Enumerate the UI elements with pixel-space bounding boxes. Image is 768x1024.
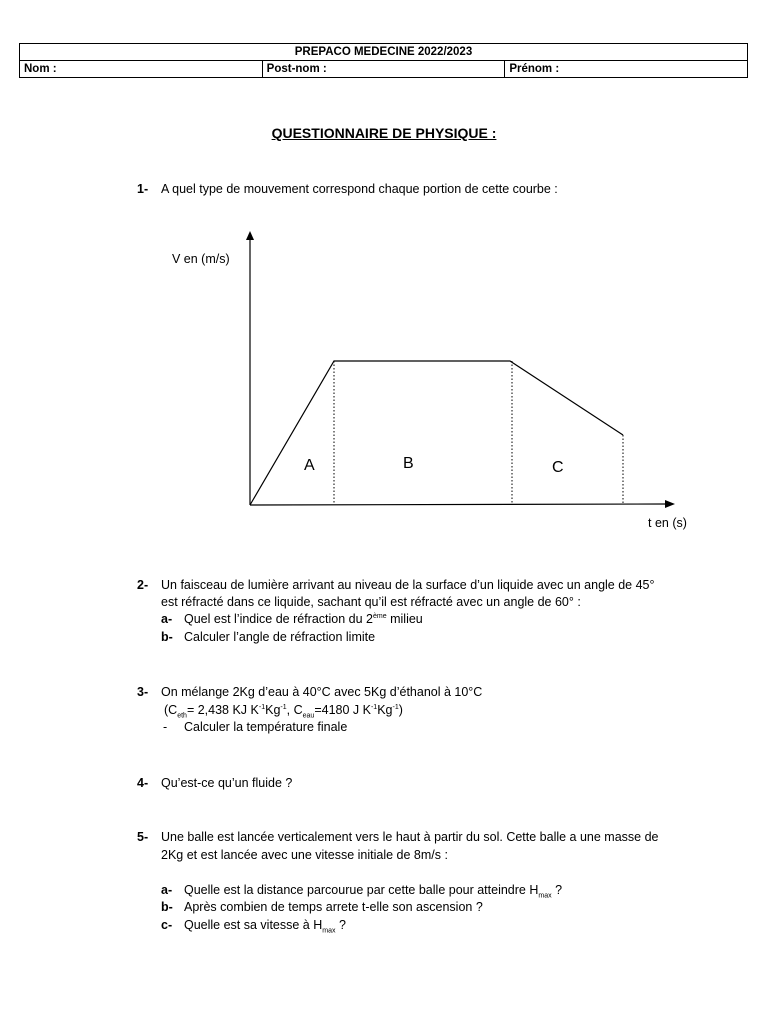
region-b-label: B	[403, 455, 414, 472]
y-axis-arrow	[246, 231, 254, 240]
question-text-line-2: est réfracté dans ce liquide, sachant qu’il est réfracté avec un angle de 60° :	[161, 595, 581, 609]
bullet-dash: -	[163, 720, 168, 734]
x-axis-label: t en (s)	[648, 516, 687, 530]
prenom-field: Prénom :	[505, 61, 748, 78]
header-table	[19, 43, 748, 78]
sub-question-b-letter: b-	[161, 900, 173, 914]
velocity-curve	[250, 361, 623, 505]
sub-question-c	[184, 918, 346, 935]
subscript: eau	[302, 712, 315, 720]
postnom-field: Post-nom :	[262, 61, 505, 78]
x-axis-arrow	[665, 500, 675, 508]
sub-question-b: Calculer l’angle de réfraction limite	[184, 630, 376, 644]
sub-question-a	[184, 612, 423, 626]
subscript: max	[322, 927, 336, 935]
sub-question-b-letter: b-	[161, 630, 173, 644]
question-number: 3-	[137, 685, 149, 699]
text: =4180 J K	[314, 703, 371, 717]
question-text: On mélange 2Kg d’eau à 40°C avec 5Kg d’éthanol à 10°C	[161, 685, 483, 699]
text: Kg	[265, 703, 281, 717]
text: ?	[551, 883, 563, 897]
sub-question-a-letter: a-	[161, 612, 173, 626]
page-title: QUESTIONNAIRE DE PHYSIQUE :	[271, 125, 497, 141]
header-title: PREPACO MEDECINE 2022/2023	[20, 44, 748, 61]
sub-question-task: Calculer la température finale	[184, 720, 348, 734]
question-text: Qu’est-ce qu’un fluide ?	[161, 776, 293, 790]
sub-question-a	[184, 883, 563, 900]
text: Kg	[377, 703, 393, 717]
region-c-label: C	[552, 459, 564, 476]
question-number: 5-	[137, 830, 149, 844]
nom-field: Nom :	[20, 61, 263, 78]
region-a-label: A	[304, 457, 315, 474]
text: , C	[286, 703, 303, 717]
sub-question-a-end: milieu	[386, 612, 423, 626]
velocity-time-graph	[170, 225, 700, 535]
question-number: 4-	[137, 776, 149, 790]
text: Quelle est la distance parcourue par cette balle pour atteindre H	[184, 883, 539, 897]
sub-question-b: Après combien de temps arrete t-elle son ascension ?	[184, 900, 483, 914]
text: Quelle est sa vitesse à H	[184, 918, 323, 932]
sub-question-a-text: Quel est l’indice de réfraction du 2	[184, 612, 373, 626]
x-axis	[250, 504, 668, 505]
question-text-line-1: Un faisceau de lumière arrivant au niveau de la surface d’un liquide avec un angle de 45°	[161, 578, 655, 592]
question-text-line-2: 2Kg et est lancée avec une vitesse initiale de 8m/s :	[161, 848, 448, 862]
superscript: -1	[370, 703, 378, 711]
question-number: 2-	[137, 578, 149, 592]
sub-question-a-letter: a-	[161, 883, 173, 897]
heat-capacities	[164, 703, 403, 720]
text: ?	[335, 918, 346, 932]
text: )	[398, 703, 403, 717]
question-text: A quel type de mouvement correspond chaque portion de cette courbe :	[161, 182, 558, 196]
question-text-line-1: Une balle est lancée verticalement vers le haut à partir du sol. Cette balle a une masse de	[161, 830, 659, 844]
subscript: eth	[177, 712, 187, 720]
superscript: ème	[373, 612, 387, 620]
superscript: -1	[258, 703, 266, 711]
y-axis-label: V en (m/s)	[172, 252, 230, 266]
text: (C	[164, 703, 178, 717]
superscript: -1	[280, 703, 287, 711]
question-number: 1-	[137, 182, 149, 196]
sub-question-c-letter: c-	[161, 918, 173, 932]
text: = 2,438 KJ K	[186, 703, 259, 717]
superscript: -1	[392, 703, 399, 711]
subscript: max	[538, 892, 552, 900]
